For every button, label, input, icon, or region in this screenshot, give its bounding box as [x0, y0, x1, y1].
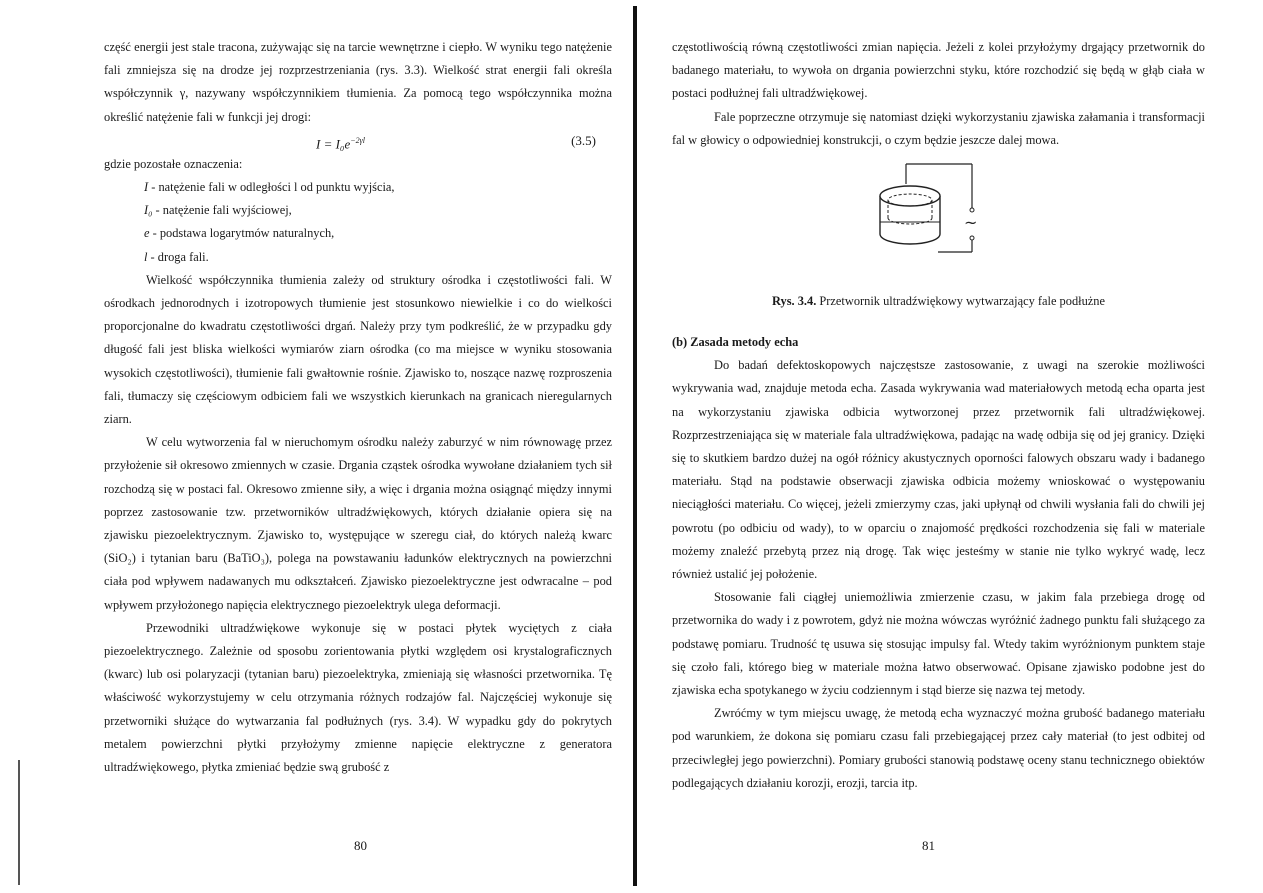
- definition-item: I - natężenie fali w odległości l od punktu wyjścia,: [144, 180, 395, 195]
- page-number: 80: [354, 838, 367, 853]
- definition-list: [104, 176, 612, 269]
- paragraph: Fale poprzeczne otrzymuje się natomiast dzięki wykorzystaniu zjawiska załamania i transformacji fal w głowicy o odpowiedniej konstrukcji, o czym będzie jeszcze dalej mowa.: [672, 109, 1205, 147]
- paragraph: Zwróćmy w tym miejscu uwagę, że metodą echa wyznaczyć można grubość badanego materiału pod warunkiem, że dokona się pomiaru czasu fali przebiegającej przez cały materiał (to jest odbitej od przeciwległej jego powierzchni). Pomiary grubości stanowią podstawę oceny stanu technicznego obiektów podlegających działaniu korozji, erozji, tarcia itp.: [672, 706, 1205, 790]
- paragraph: część energii jest stale tracona, zużywając się na tarcie wewnętrzne i ciepło. W wyniku tego natężenie fali zmniejsza się na drodze jej rozprzestrzeniania (rys. 3.3). Wielkość strat energii fali określa współczynnik γ, nazywany współczynnikiem tłumienia. Za pomocą tego współczynnika można określić natężenie fali w funkcji jej drogi:: [104, 40, 612, 124]
- formula: $I = I_0e^{-2\gamma l}$: [316, 135, 366, 152]
- book-binding: [633, 6, 637, 886]
- equation-number: (3.5): [571, 132, 596, 148]
- section-heading: (b) Zasada metody echa: [672, 335, 799, 350]
- paragraph: W celu wytworzenia fal w nieruchomym ośrodku należy zaburzyć w nim równowagę przez przyłożenie sił okresowo zmiennych w czasie. Drgania cząstek ośrodka wywołane działaniem tych sił rozchodzą się w postaci fal. Okresowo zmienne siły, a więc i drgania można osiągnąć między innymi poprzez zastosowanie tzw. przetworników ultradźwiękowych, których działanie opiera się na zjawisku piezoelektrycznym. Zjawisko to, występujące w szeregu ciał, do których należą kwarc (SiO₂) i tytanian baru (BaTiO₃), polega na powstawaniu ładunków elektrycznych na powierzchni ciała pod wpływem nadawanych mu odkształceń. Zjawisko piezoelektryczne jest odwracalne – pod wpływem przyłożonego napięcia elektrycznego piezoelektryk ulega deformacji.: [104, 435, 612, 612]
- figure-3-4: [672, 152, 1205, 284]
- paragraph: gdzie pozostałe oznaczenia:: [104, 156, 243, 171]
- right-page: [640, 0, 1263, 893]
- right-text-block: [672, 36, 1205, 795]
- ac-source-symbol: ~: [964, 213, 978, 233]
- paragraph: Wielkość współczynnika tłumienia zależy od struktury ośrodka i częstotliwości fali. W ośrodkach jednorodnych i izotropowych tłumienie jest stosunkowo niewielkie i co do wielkości proporcjonalne do kwadratu częstotliwości drgań. Należy przy tym podkreślić, że w przypadku gdy długość fali jest bliska wielkości wymiarów ziarn ośrodka (co ma miejsce w wyniku stosowania wysokich częstotliwości), tłumienie fali gwałtownie rośnie. Zjawisko to, noszące nazwę rozproszenia fali, tłumaczy się częściowym odbiciem fali we wszystkich kierunkach na granicach nieregularnych ziarn.: [104, 272, 612, 427]
- figure-caption: Rys. 3.4. Przetwornik ultradźwiękowy wytwarzający fale podłużne: [772, 294, 1105, 309]
- equation-3-5: [104, 129, 612, 153]
- definition-item: l - droga fali.: [144, 249, 209, 264]
- transducer-diagram: [868, 156, 988, 280]
- paragraph: Do badań defektoskopowych najczęstsze zastosowanie, z uwagi na szerokie możliwości wykrywania wad, znajduje metoda echa. Zasada wykrywania wad materiałowych metodą echa oparta jest na wykorzystaniu zjawiska odbicia wytworzonej przez przetwornik fali ultradźwiękowej. Rozprzestrzeniająca się w materiale fala ultradźwiękowa, padając na wadę odbija się od jej granicy. Dzięki się to skutkiem bardzo dużej na ogół różnicy akustycznych oporności falowych obszaru wady i badanego materiału. Stąd na podstawie obserwacji zjawiska odbicia możemy wnioskować o występowaniu nieciągłości materiału. Co więcej, jeżeli zmierzymy czas, jaki upłynął od chwili wysłania fali do chwili jej powrotu (po odbiciu od wady), to w oparciu o znajomość prędkości rozchodzenia się fali w materiale możemy znaleźć przebytą przez nią drogę. Tak więc jesteśmy w stanie nie tylko wykryć wadę, lecz również ustalić jej położenie.: [672, 358, 1205, 582]
- paragraph: Stosowanie fali ciągłej uniemożliwia zmierzenie czasu, w jakim fala przebiega drogę od przetwornika do wady i z powrotem, gdyż nie można wówczas wyróżnić żadnego punktu fali służącego za podstawę pomiaru. Trudność tę usuwa się stosując impulsy fal. Wtedy takim wyróżnionym punktem staje się czoło fali, którego bieg w materiale można łatwo obserwować. Opisane zjawisko podobne jest do zjawiska echa spotykanego w życiu codziennym i stąd bierze się nazwa tej metody.: [672, 590, 1205, 698]
- paragraph: częstotliwością równą częstotliwości zmian napięcia. Jeżeli z kolei przyłożymy drgający przetwornik do badanego materiału, to wywoła on drgania powierzchni styku, które rozchodzić się będą w głąb ciała w postaci podłużnej fali ultradźwiękowej.: [672, 40, 1205, 101]
- left-text-block: [104, 36, 612, 779]
- paragraph: Przewodniki ultradźwiękowe wykonuje się w postaci płytek wyciętych z ciała piezoelektrycznego. Zależnie od sposobu zorientowania płytki względem osi krystalograficznych (kwarc) lub osi polaryzacji (tytanian baru) piezoelektryka, zmieniają się własności przetwornika. Tę właściwość wykorzystujemy w celu otrzymania różnych rodzajów fal. Najczęściej wykonuje się przetworniki służące do wytwarzania fal podłużnych (rys. 3.4). W wypadku gdy do pokrytych metalem powierzchni płytki przyłożymy zmienne napięcie elektryczne z generatora ultradźwiękowego, płytka zmieniać będzie swą grubość z: [104, 620, 612, 775]
- page-number: 81: [922, 838, 935, 853]
- definition-item: e - podstawa logarytmów naturalnych,: [144, 226, 335, 241]
- definition-item: I₀ - natężenie fali wyjściowej,: [144, 203, 292, 218]
